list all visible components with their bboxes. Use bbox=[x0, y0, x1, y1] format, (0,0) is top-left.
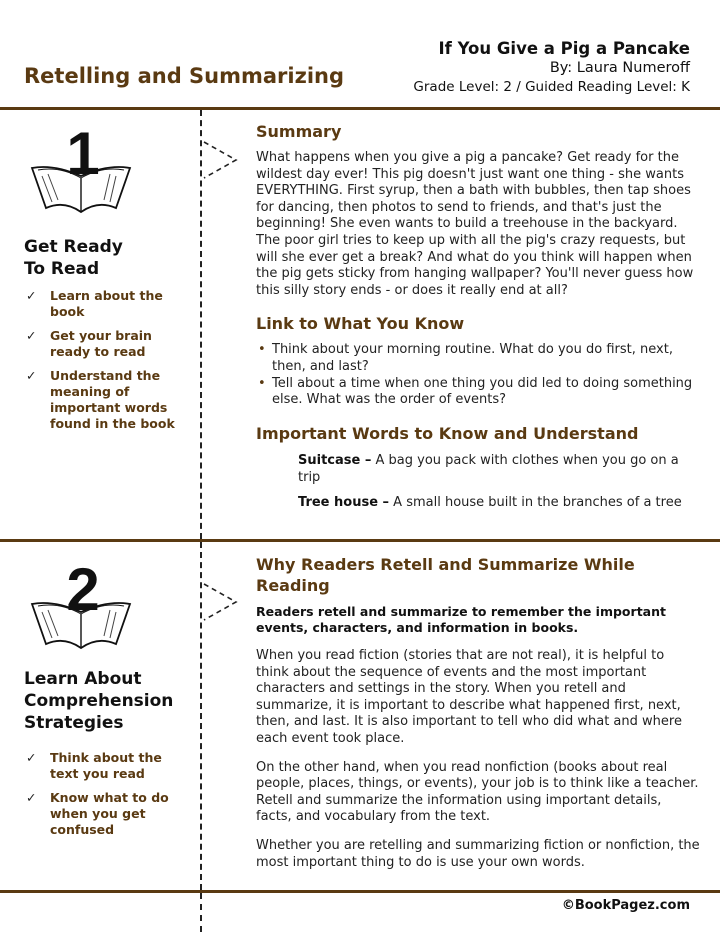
step1-content bbox=[256, 121, 700, 519]
step2-checklist bbox=[24, 750, 194, 846]
why-heading: Why Readers Retell and Summarize While Reading bbox=[256, 555, 635, 595]
book-info bbox=[413, 38, 690, 96]
para-nonfiction: On the other hand, when you read nonfiction (books about real people, places, things, or events), your job is to think like a teacher. Retell and summarize the information using important details, facts, and vocabulary from the text. bbox=[256, 759, 699, 825]
step2-content bbox=[256, 554, 700, 871]
book-levels: Grade Level: 2 / Guided Reading Level: K bbox=[413, 79, 690, 95]
check-item: ✓ Understand the meaning of important words found in the book bbox=[24, 368, 194, 432]
vocab-list bbox=[256, 452, 700, 511]
list-item: • Tell about a time when one thing you did led to doing something else. What was the order of events? bbox=[256, 376, 700, 409]
vocab-item: Tree house – A small house built in the branches of a tree bbox=[298, 494, 682, 510]
page-title: Retelling and Summarizing bbox=[24, 64, 345, 88]
chevron-right-icon bbox=[202, 580, 242, 622]
words-heading: Important Words to Know and Understand bbox=[256, 423, 639, 443]
summary-text: What happens when you give a pig a pancake? Get ready for the wildest day ever! This pig doesn't just want one thing - she wants EVERYTHING. First syrup, then a bath with bubbles, then tap shoes for dancing, then photos to send to friends, and that's just the beginning! She even wants to build a treehouse in the backyard. The poor girl tries to keep up with all the pig's crazy requests, but will she ever get a break? And what do you think will happen when the pig gets sticky from hanging wallpaper? You'll never guess how this silly story ends - or does it really end at all? bbox=[256, 150, 694, 298]
open-book-icon bbox=[26, 556, 136, 660]
link-heading: Link to What You Know bbox=[256, 314, 465, 334]
chevron-right-icon bbox=[202, 138, 242, 180]
book-author: By: Laura Numeroff bbox=[549, 60, 690, 76]
summary-heading: Summary bbox=[256, 122, 342, 141]
list-item: • Think about your morning routine. What do you do first, next, then, and last? bbox=[256, 342, 700, 375]
para-fiction: When you read fiction (stories that are not real), it is helpful to think about the sequence of events and the most important characters and settings in the story. When you retell and summarize, it is important to describe what happened first, next, then, and last. It is also important to tell who did what and where each event took place. bbox=[256, 648, 682, 746]
section-divider bbox=[0, 539, 720, 542]
check-item: ✓ Think about the text you read bbox=[24, 750, 194, 782]
book-title: If You Give a Pig a Pancake bbox=[438, 39, 690, 58]
link-list bbox=[256, 342, 700, 408]
check-item: ✓ Learn about the book bbox=[24, 288, 194, 320]
copyright: ©BookPagez.com bbox=[561, 898, 690, 913]
check-item: ✓ Know what to do when you get confused bbox=[24, 790, 194, 838]
step-number-1: 1 bbox=[66, 120, 100, 187]
open-book-icon bbox=[26, 120, 136, 224]
step2-title: Learn About Comprehension Strategies bbox=[24, 669, 174, 733]
check-item: ✓ Get your brain ready to read bbox=[24, 328, 194, 360]
footer-divider bbox=[0, 890, 720, 893]
para-own-words: Whether you are retelling and summarizing fiction or nonfiction, the most important thing to do is use your own words. bbox=[256, 837, 700, 870]
column-divider-3 bbox=[200, 893, 202, 932]
step1-checklist bbox=[24, 288, 194, 440]
header-divider bbox=[0, 107, 720, 110]
step1-title: Get Ready To Read bbox=[24, 237, 123, 279]
why-bold-text: Readers retell and summarize to remember the important events, characters, and information in books. bbox=[256, 604, 666, 635]
vocab-item: Suitcase – A bag you pack with clothes when you go on a trip bbox=[298, 452, 679, 485]
step-number-2: 2 bbox=[66, 556, 100, 623]
